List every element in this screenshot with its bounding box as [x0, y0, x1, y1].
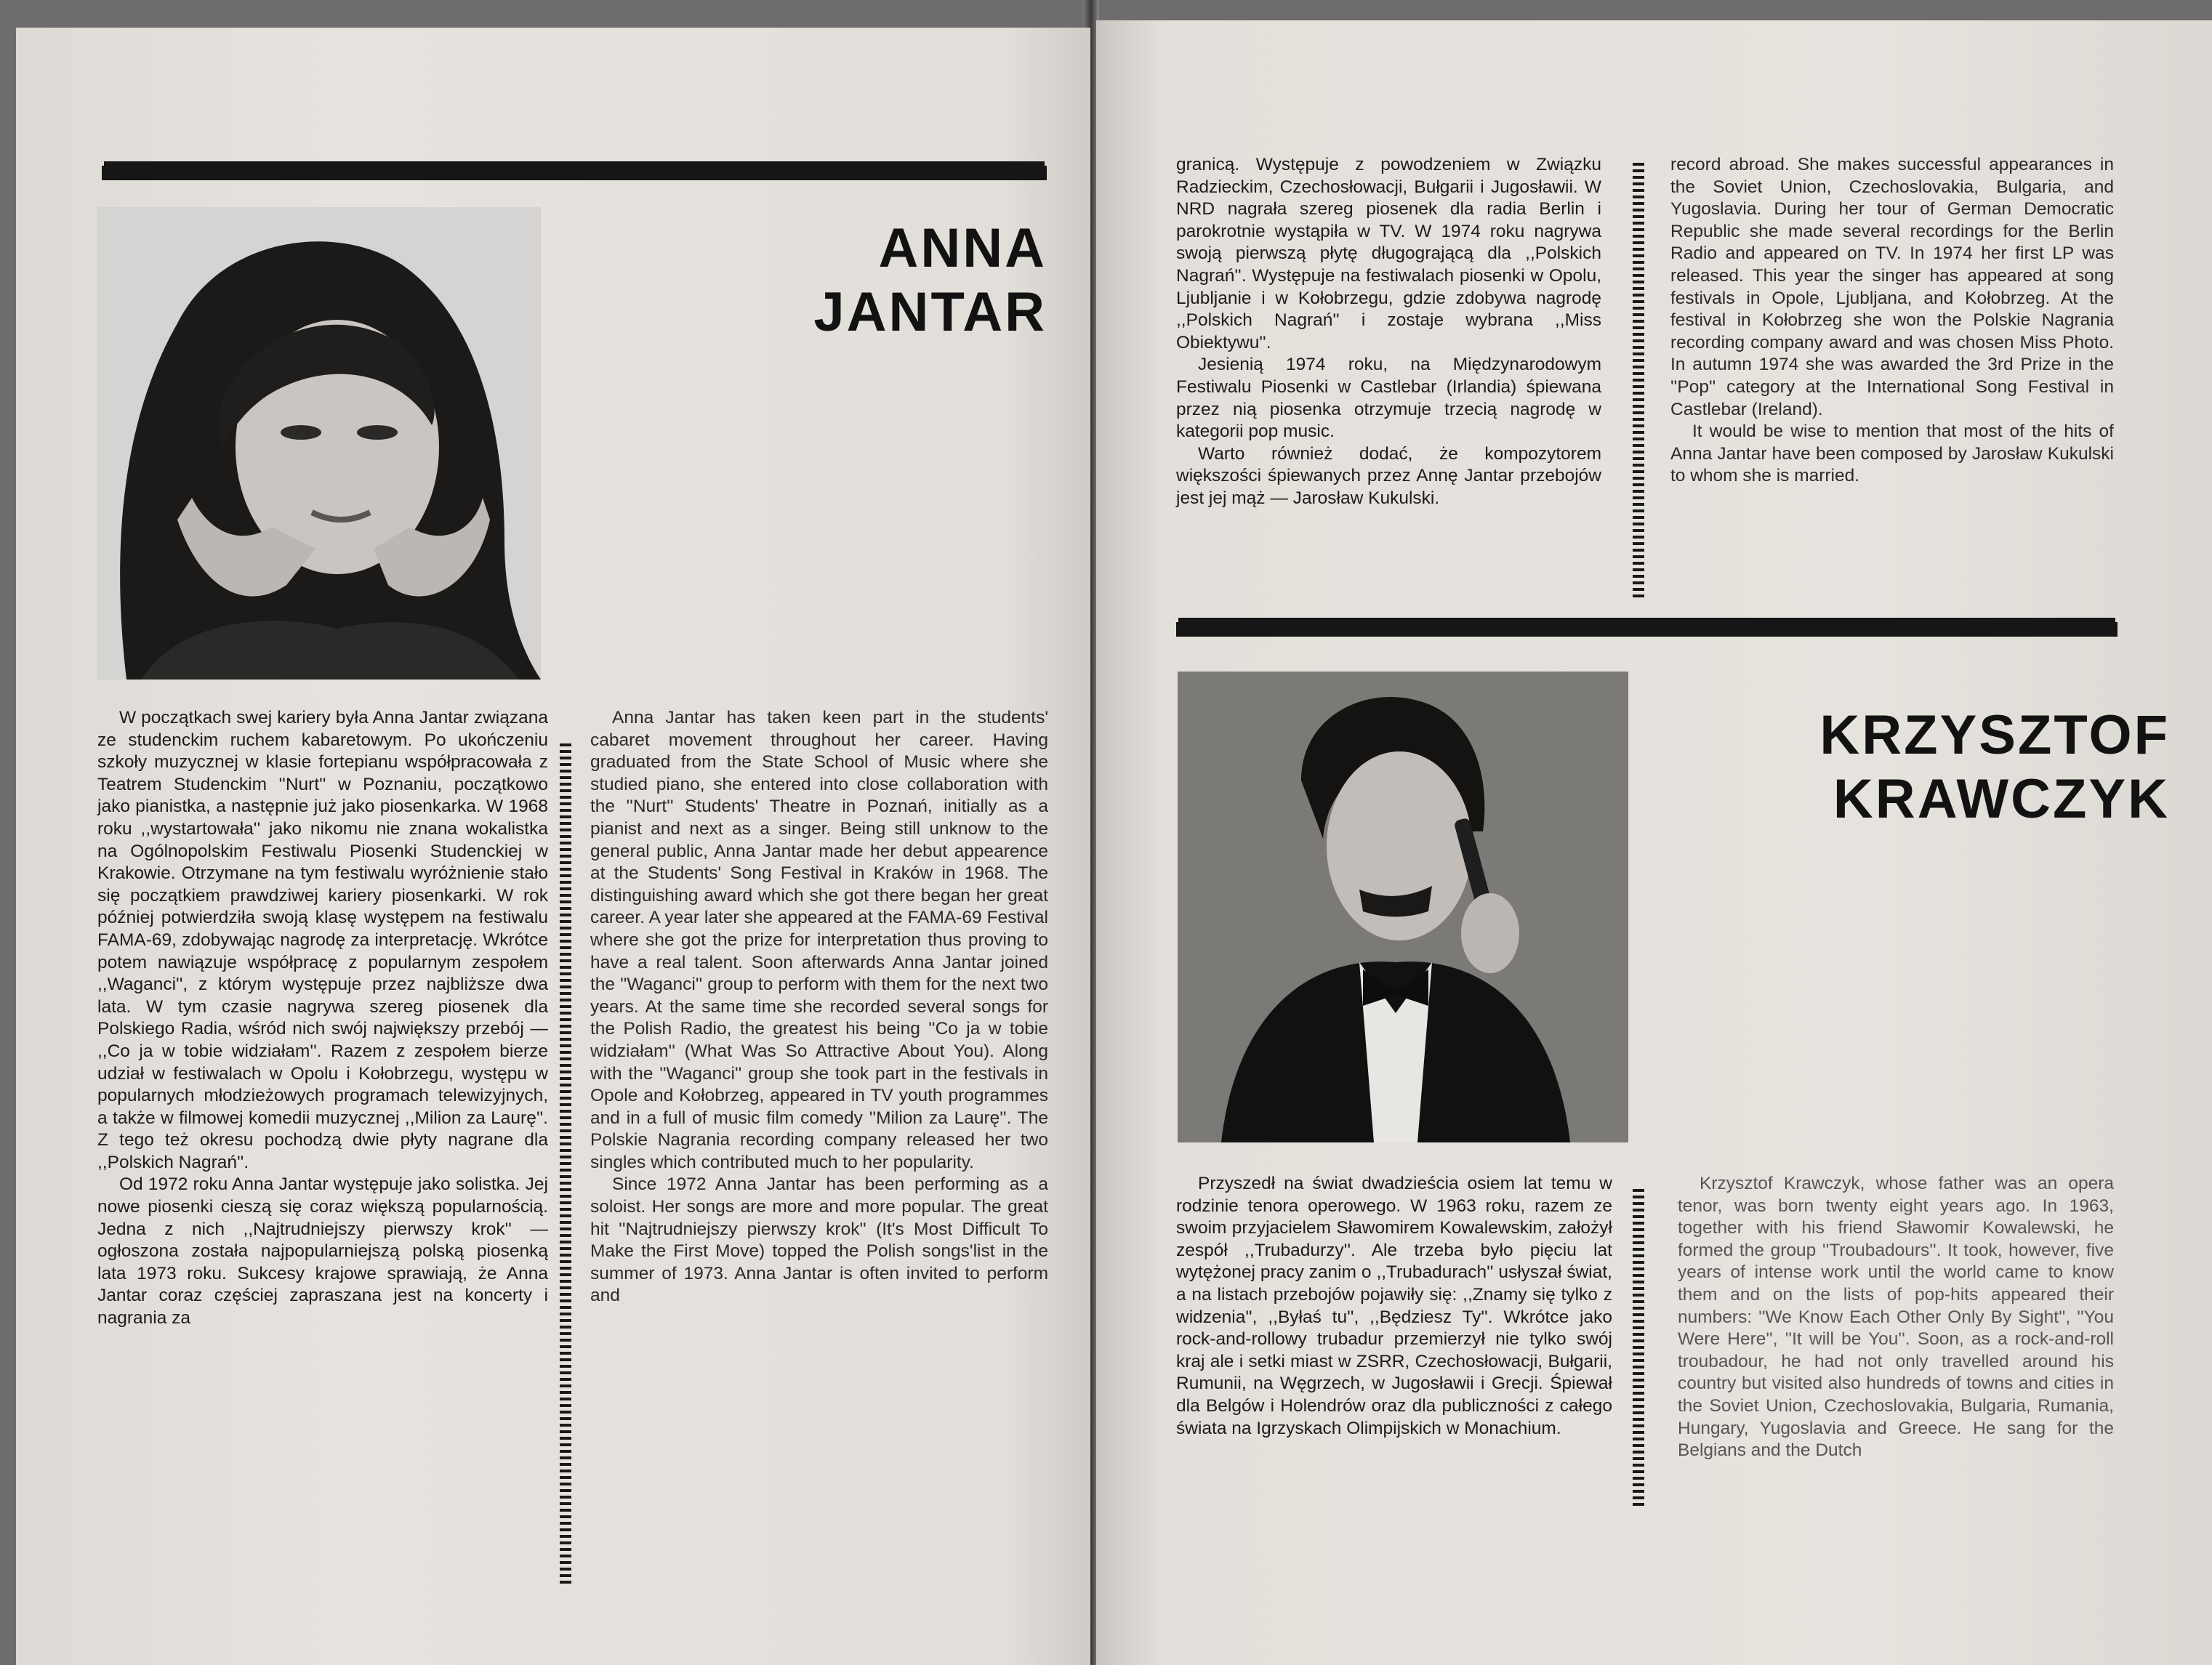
anna-jantar-polish-continued — [1176, 154, 1601, 510]
krzysztof-krawczyk-english-column — [1678, 1173, 2114, 1462]
anna-jantar-photo — [97, 207, 541, 680]
name-line-1: ANNA — [878, 217, 1047, 279]
anna-jantar-polish-column — [97, 707, 548, 1330]
name-line-2: KRAWCZYK — [1833, 768, 2170, 830]
paragraph: Od 1972 roku Anna Jantar występuje jako solistka. Jej nowe piosenki cieszą się coraz większą popularnością. Jedna z nich ,,Najtrudniejszy pierwszy krok'' — ogłoszona została najpopularniejszą polską piosenką lata 1973 roku. Sukcesy krajowe sprawiają, że Anna Jantar coraz częściej zapraszana jest na koncerty i nagrania za — [97, 1174, 548, 1329]
left-page — [16, 28, 1090, 1665]
paragraph: granicą. Występuje z powodzeniem w Związku Radzieckim, Czechosłowacji, Bułgarii i Jugosławii. W NRD nagrała szereg piosenek dla radia Berlin i parokrotnie wystąpiła w TV. W 1974 roku nagrywa swoją pierwszą płytę długogrającą dla ,,Polskich Nagrań''. Występuje na festiwalach piosenki w Opolu, Ljubljanie i w Kołobrzegu, gdzie zdobywa nagrodę ,,Polskich Nagrań'' i zostaje wybrana ,,Miss Obiektywu''. — [1176, 155, 1601, 352]
column-divider-ornament — [1633, 163, 1644, 599]
paragraph: W początkach swej kariery była Anna Jantar związana ze studenckim ruchem kabaretowym. Po ukończeniu szkoły muzycznej w klasie fortepianu współpracowała z Teatrem Studenckim ''Nurt'' w Poznaniu, początkowo jako pianistka, a następnie już jako piosenkarka. W 1968 roku ,,wystartowała'' jako nikomu nie znana wokalistka na Ogólnopolskim Festiwalu Piosenki Studenckiej w Krakowie. Otrzymane na tym festiwalu wyróżnienie stało się początkiem prawdziwej kariery piosenkarki. W rok później potwierdziła swoją klasę występem na festiwalu FAMA-69, zdobywając nagrodę za interpretację. Wkrótce potem nawiązuje współpracę z popularnym zespołem ,,Waganci'', z którym występuje przez najbliższe dwa lata. W tym czasie nagrywa szereg piosenek dla Polskiego Radia, wśród nich swój największy przebój — ,,Co ja w tobie widziałam''. Razem z zespołem bierze udział w festiwalach w Opolu i Kołobrzegu, występu w popularnych młodzieżowych programach telewizyjnych, a także w filmowej komedii muzycznej ,,Milion za Laurę''. Z tego też okresu pochodzą dwie płyty nagrane dla ,,Polskich Nagrań''. — [97, 708, 548, 1172]
name-line-2: JANTAR — [813, 281, 1047, 343]
paragraph: Since 1972 Anna Jantar has been performing as a soloist. Her songs are more and more popular. The great hit ''Najtrudniejszy pierwszy krok'' (It's Most Difficult To Make the First Move) topped the Polish songs'list in the summer of 1973. Anna Jantar is often invited to perform and — [590, 1174, 1048, 1306]
paragraph: Przyszedł na świat dwadzieścia osiem lat temu w rodzinie tenora operowego. W 1963 roku, razem ze swoim przyjacielem Sławomirem Kowalewskim, założył zespół ,,Trubadurzy''. Ale trzeba było pięciu lat wytężonej pracy zanim o ,,Trubadurach'' usłyszał świat, a na listach przebojów pojawiły się: ,,Znamy się tylko z widzenia'', ,,Byłaś tu'', ,,Będziesz Ty''. Wkrótce jako rock-and-rollowy trubadur przemierzył nie tylko swój kraj ale i setki miast w ZSRR, Czechosłowacji, Bułgarii, Rumunii, na Węgrzech, w Jugosławii i Grecji. Śpiewał dla Belgów i Holendrów oraz dla publiczności z całego świata na Igrzyskach Olimpijskich w Monachium. — [1176, 1174, 1612, 1438]
right-page — [1096, 20, 2212, 1665]
paragraph: Warto również dodać, że kompozytorem większości śpiewanych przez Annę Jantar przebojów jest jej mąż — Jarosław Kukulski. — [1176, 443, 1601, 508]
name-heading-krzysztof-krawczyk — [1646, 704, 2170, 831]
anna-jantar-english-continued — [1670, 154, 2114, 488]
header-rule — [102, 166, 1047, 180]
name-line-1: KRZYSZTOF — [1819, 704, 2170, 766]
paragraph: record abroad. She makes successful appearances in the Soviet Union, Czechoslovakia, Bulgaria, and Yugoslavia. During her tour of German Democratic Republic she made several recordings for the Berlin Radio and appeared on TV. In 1974 her first LP was released. This year the singer has appeared at song festivals in Opole, Ljubljana, and Kołobrzeg. At the festival in Kołobrzeg she won the Polskie Nagrania recording company award and was chosen Miss Photo. In autumn 1974 she was awarded the 3rd Prize in the ''Pop'' category at the International Song Festival in Castlebar (Ireland). — [1670, 155, 2114, 419]
krzysztof-krawczyk-photo — [1178, 672, 1628, 1142]
paragraph: It would be wise to mention that most of the hits of Anna Jantar have been composed by Jarosław Kukulski to whom she is married. — [1670, 422, 2114, 486]
section-rule — [1176, 622, 2118, 637]
paragraph: Anna Jantar has taken keen part in the students' cabaret movement throughout her career. Having graduated from the State School of Music where she studied piano, she entered into close collaboration with the ''Nurt'' Students' Theatre in Poznań, initially as a pianist and next as a singer. Being still unknow to the general public, Anna Jantar made her debut appearence at the Students' Song Festival in Kraków in 1968. The distinguishing award which she got there began her great career. A year later she appeared at the FAMA-69 Festival where she got the prize for interpretation thus proving to have a real talent. Soon afterwards Anna Jantar joined the ''Waganci'' group to perform with them for the next two years. At the same time she recorded several songs for the Polish Radio, the greatest his being ''Co ja w tobie widziałam'' (What Was So Attractive About You). Along with the ''Waganci'' group she took part in the festivals in Opole and Kołobrzeg, appeared in TV youth programmes and in a full of music film comedy ''Milion za Laurę''. The Polskie Nagrania recording company released her two singles which contributed much to her popularity. — [590, 708, 1048, 1172]
name-heading-anna-jantar — [683, 217, 1047, 344]
column-divider-ornament — [560, 743, 571, 1587]
paragraph: Krzysztof Krawczyk, whose father was an opera tenor, was born twenty eight years ago. In 1963, together with his friend Sławomir Kowalewski, he formed the group ''Troubadours''. It took, however, five years of intense work until the world came to know them and on the lists of pop-hits appeared their numbers: ''We Know Each Other Only By Sight'', ''You Were Here'', ''It will be You''. Soon, as a rock-and-roll troubadour, he had not only travelled around his country but visited also hundreds of towns and cities in the Soviet Union, Czechoslovakia, Bulgaria, Rumania, Hungary, Yugoslavia and Greece. He sang for the Belgians and the Dutch — [1678, 1174, 2114, 1461]
paragraph: Jesienią 1974 roku, na Międzynarodowym Festiwalu Piosenki w Castlebar (Irlandia) śpiewana przez nią piosenka otrzymuje trzecią nagrodę w kategorii pop music. — [1176, 355, 1601, 442]
krzysztof-krawczyk-polish-column — [1176, 1173, 1612, 1440]
column-divider-ornament — [1633, 1189, 1644, 1509]
anna-jantar-english-column — [590, 707, 1048, 1307]
